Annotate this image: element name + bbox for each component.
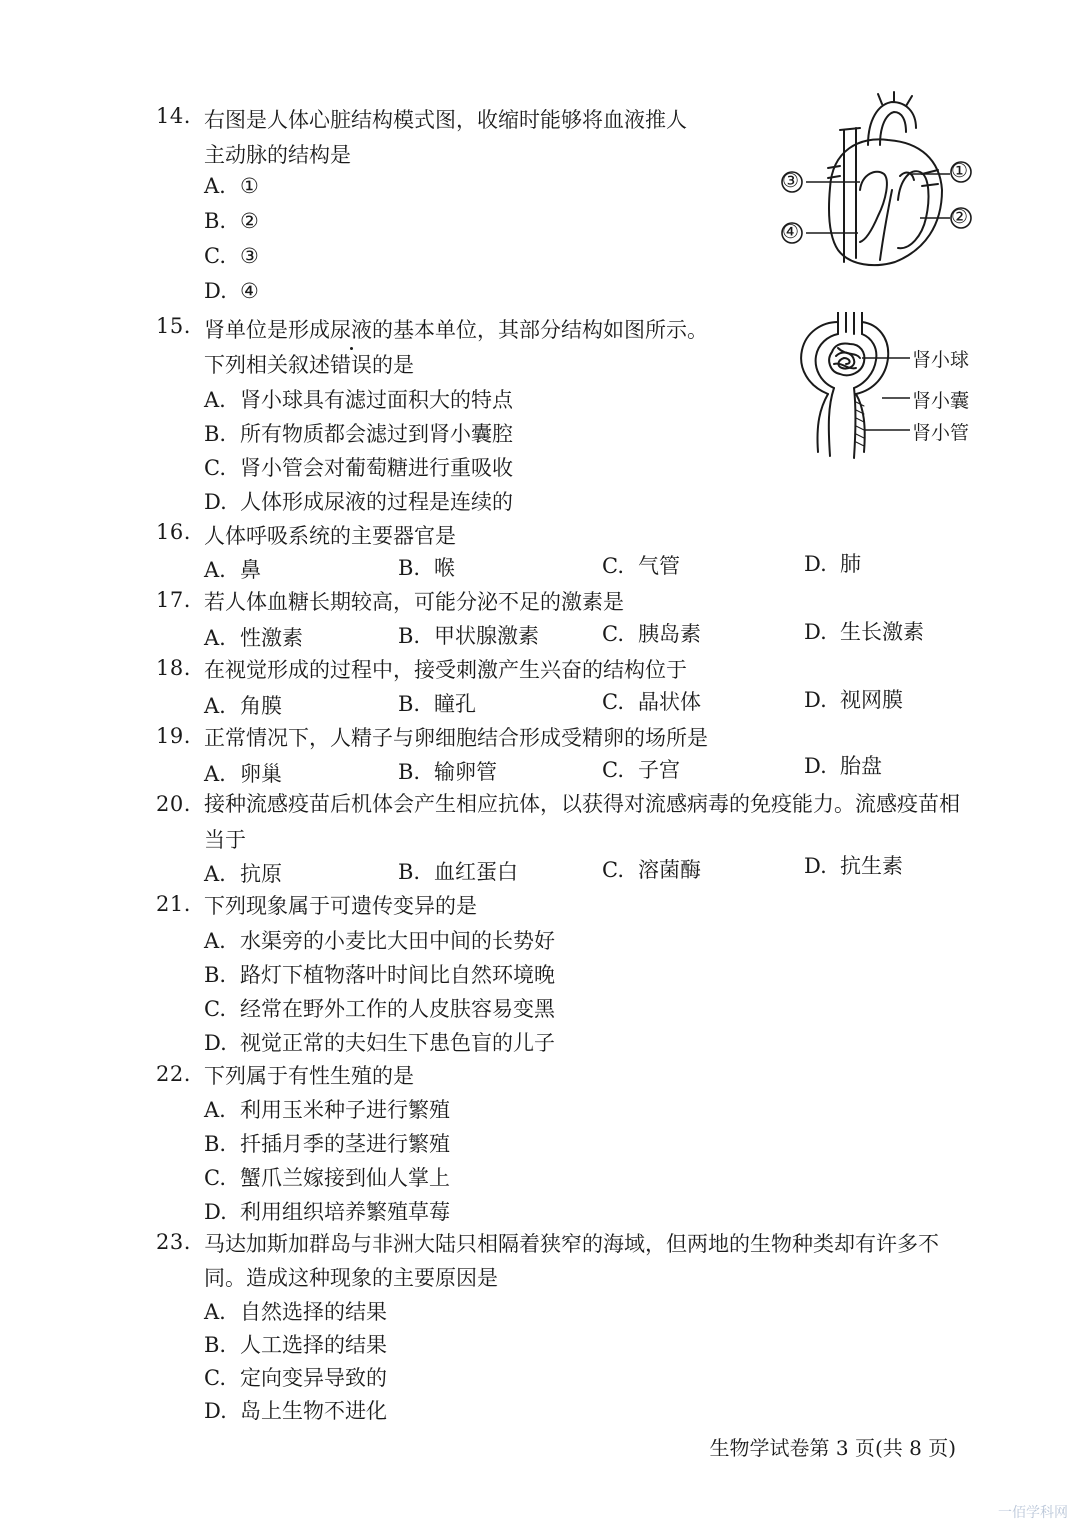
question-21-option-a bbox=[204, 925, 555, 955]
option-text: 胰岛素 bbox=[638, 622, 701, 646]
option-key: A. bbox=[204, 1300, 226, 1324]
question-23-option-d bbox=[204, 1395, 387, 1425]
option-text: 血红蛋白 bbox=[434, 860, 518, 884]
question-23-option-b bbox=[204, 1329, 387, 1359]
option-text: 经常在野外工作的人皮肤容易变黑 bbox=[240, 997, 555, 1021]
question-15-stem-line1: 肾单位是形成尿液的基本单位，其部分结构如图所示。 bbox=[204, 318, 708, 342]
option-text: ④ bbox=[240, 279, 259, 303]
question-17-option-c bbox=[602, 618, 701, 648]
page-footer: 生物学试卷第 3 页(共 8 页) bbox=[709, 1436, 956, 1460]
option-text: 自然选择的结果 bbox=[240, 1300, 387, 1324]
option-key: C. bbox=[602, 554, 624, 578]
option-text: 肾小管会对葡萄糖进行重吸收 bbox=[240, 456, 513, 480]
option-text: ① bbox=[240, 174, 259, 198]
question-17-option-d bbox=[804, 616, 924, 646]
option-key: B. bbox=[398, 556, 421, 580]
question-14-option-a bbox=[204, 174, 259, 198]
option-text: 肾小球具有滤过面积大的特点 bbox=[240, 388, 513, 412]
option-key: A. bbox=[204, 558, 226, 582]
option-text: 视网膜 bbox=[840, 688, 903, 712]
question-22-option-b bbox=[204, 1128, 450, 1158]
nephron-label-glomerulus: 肾小球 bbox=[912, 349, 970, 371]
option-key: B. bbox=[398, 692, 421, 716]
option-key: B. bbox=[204, 422, 227, 446]
option-key: C. bbox=[204, 997, 226, 1021]
question-15-number: 15. bbox=[156, 314, 191, 338]
option-text: 胎盘 bbox=[840, 754, 882, 778]
question-14-stem-line1: 右图是人体心脏结构模式图，收缩时能够将血液推人 bbox=[204, 108, 687, 132]
option-key: C. bbox=[602, 622, 624, 646]
option-text: 利用玉米种子进行繁殖 bbox=[240, 1098, 450, 1122]
option-key: B. bbox=[204, 209, 227, 233]
option-text: ③ bbox=[240, 244, 259, 268]
question-18-option-c bbox=[602, 686, 701, 716]
option-key: C. bbox=[204, 1166, 226, 1190]
option-key: D. bbox=[204, 1399, 227, 1423]
option-text: 生长激素 bbox=[840, 620, 924, 644]
question-21-option-d bbox=[204, 1027, 555, 1057]
question-17-stem: 若人体血糖长期较高，可能分泌不足的激素是 bbox=[204, 590, 624, 614]
question-19-option-b bbox=[398, 756, 497, 786]
option-text: 鼻 bbox=[240, 558, 261, 582]
renal-tubule bbox=[817, 388, 834, 456]
option-key: D. bbox=[804, 688, 827, 712]
question-15-option-d bbox=[204, 486, 513, 516]
option-key: D. bbox=[204, 1200, 227, 1224]
question-18-option-a bbox=[204, 690, 282, 720]
question-15-option-c bbox=[204, 452, 513, 482]
option-text: 定向变异导致的 bbox=[240, 1366, 387, 1390]
septum bbox=[880, 190, 892, 260]
option-key: B. bbox=[398, 860, 421, 884]
question-22-option-a bbox=[204, 1094, 450, 1124]
watermark: 一佰学科网 bbox=[998, 1505, 1068, 1521]
option-key: A. bbox=[204, 762, 226, 786]
option-text: 人工选择的结果 bbox=[240, 1333, 387, 1357]
option-key: A. bbox=[204, 626, 226, 650]
option-key: A. bbox=[204, 174, 226, 198]
question-18-option-d bbox=[804, 684, 903, 714]
question-20-option-a bbox=[204, 858, 282, 888]
option-text: 晶状体 bbox=[638, 690, 701, 714]
option-key: C. bbox=[602, 690, 624, 714]
option-text: 利用组织培养繁殖草莓 bbox=[240, 1200, 450, 1224]
option-text: 输卵管 bbox=[434, 760, 497, 784]
question-20-stem-line1: 接种流感疫苗后机体会产生相应抗体，以获得对流感病毒的免疫能力。流感疫苗相 bbox=[204, 792, 960, 816]
option-text: 水渠旁的小麦比大田中间的长势好 bbox=[240, 929, 555, 953]
option-key: A. bbox=[204, 862, 226, 886]
option-key: A. bbox=[204, 1098, 226, 1122]
option-key: B. bbox=[398, 624, 421, 648]
question-19-number: 19. bbox=[156, 724, 191, 748]
right-chamber-wall bbox=[860, 172, 887, 242]
question-14-stem-line2: 主动脉的结构是 bbox=[204, 143, 351, 167]
question-18-option-b bbox=[398, 688, 476, 718]
question-14-option-c bbox=[204, 244, 259, 268]
question-18-number: 18. bbox=[156, 656, 191, 680]
question-16-stem: 人体呼吸系统的主要器官是 bbox=[204, 524, 456, 548]
question-19-stem: 正常情况下，人精子与卵细胞结合形成受精卵的场所是 bbox=[204, 726, 708, 750]
question-21-number: 21. bbox=[156, 892, 191, 916]
emphasis-mark: 错误 bbox=[330, 353, 372, 377]
option-text: 肺 bbox=[840, 552, 861, 576]
question-23-stem-line2: 同。造成这种现象的主要原因是 bbox=[204, 1266, 498, 1290]
option-text: 甲状腺激素 bbox=[434, 624, 539, 648]
option-text: 喉 bbox=[434, 556, 455, 580]
option-key: B. bbox=[204, 1333, 227, 1357]
option-key: C. bbox=[602, 858, 624, 882]
option-key: C. bbox=[204, 1366, 226, 1390]
option-text: 人体形成尿液的过程是连续的 bbox=[240, 490, 513, 514]
option-text: 子宫 bbox=[638, 758, 680, 782]
nephron-diagram bbox=[790, 312, 910, 460]
heart-label-2: ② bbox=[951, 206, 969, 228]
heart-label-1: ① bbox=[951, 160, 969, 182]
option-key: D. bbox=[804, 854, 827, 878]
question-21-option-b bbox=[204, 959, 555, 989]
option-text: 路灯下植物落叶时间比自然环境晚 bbox=[240, 963, 555, 987]
option-key: C. bbox=[204, 456, 226, 480]
efferent-arteriole bbox=[854, 312, 862, 334]
question-22-option-d bbox=[204, 1196, 450, 1226]
option-text: 抗生素 bbox=[840, 854, 903, 878]
question-20-option-b bbox=[398, 856, 518, 886]
question-23-option-c bbox=[204, 1362, 387, 1392]
option-key: B. bbox=[204, 963, 227, 987]
option-text: 卵巢 bbox=[240, 762, 282, 786]
option-key: A. bbox=[204, 388, 226, 412]
question-22-option-c bbox=[204, 1162, 450, 1192]
question-16-option-b bbox=[398, 552, 455, 582]
option-text: 角膜 bbox=[240, 694, 282, 718]
option-text: 扦插月季的茎进行繁殖 bbox=[240, 1132, 450, 1156]
afferent-arteriole bbox=[838, 312, 846, 334]
question-17-option-a bbox=[204, 622, 303, 652]
option-key: D. bbox=[804, 552, 827, 576]
option-key: D. bbox=[204, 279, 227, 303]
option-text: ② bbox=[240, 209, 259, 233]
nephron-label-capsule: 肾小囊 bbox=[912, 390, 970, 412]
option-key: A. bbox=[204, 929, 226, 953]
option-text: 岛上生物不进化 bbox=[240, 1399, 387, 1423]
glomerulus bbox=[829, 343, 864, 375]
option-text: 溶菌酶 bbox=[638, 858, 701, 882]
question-22-stem: 下列属于有性生殖的是 bbox=[204, 1064, 414, 1088]
left-ventricle-wall bbox=[898, 171, 928, 248]
question-19-option-d bbox=[804, 750, 882, 780]
option-text: 瞳孔 bbox=[434, 692, 476, 716]
question-20-number: 20. bbox=[156, 792, 191, 816]
option-text: 所有物质都会滤过到肾小囊腔 bbox=[240, 422, 513, 446]
question-16-number: 16. bbox=[156, 520, 191, 544]
question-15-stem-line2: 下列相关叙述错误的是 bbox=[204, 353, 414, 377]
option-key: D. bbox=[804, 620, 827, 644]
question-20-stem-line2: 当于 bbox=[204, 828, 246, 852]
question-23-stem-line1: 马达加斯加群岛与非洲大陆只相隔着狭窄的海域，但两地的生物种类却有许多不 bbox=[204, 1232, 939, 1256]
option-key: B. bbox=[204, 1132, 227, 1156]
question-15-option-b bbox=[204, 418, 513, 448]
question-15-option-a bbox=[204, 384, 513, 414]
option-text: 蟹爪兰嫁接到仙人掌上 bbox=[240, 1166, 450, 1190]
option-key: D. bbox=[204, 1031, 227, 1055]
question-19-option-a bbox=[204, 758, 282, 788]
option-key: D. bbox=[204, 490, 227, 514]
heart-diagram bbox=[780, 90, 980, 280]
question-21-stem: 下列现象属于可遗传变异的是 bbox=[204, 894, 477, 918]
option-text: 性激素 bbox=[240, 626, 303, 650]
question-14-option-b bbox=[204, 209, 259, 233]
heart-outline bbox=[829, 139, 942, 265]
question-23-number: 23. bbox=[156, 1230, 191, 1254]
nephron-label-tubule: 肾小管 bbox=[912, 422, 970, 444]
question-14-option-d bbox=[204, 279, 259, 303]
question-17-option-b bbox=[398, 620, 539, 650]
question-16-option-c bbox=[602, 550, 680, 580]
question-22-number: 22. bbox=[156, 1062, 191, 1086]
question-21-option-c bbox=[204, 993, 555, 1023]
option-key: C. bbox=[204, 244, 226, 268]
option-text: 抗原 bbox=[240, 862, 282, 886]
question-18-stem: 在视觉形成的过程中，接受刺激产生兴奋的结构位于 bbox=[204, 658, 687, 682]
question-16-option-d bbox=[804, 548, 861, 578]
question-19-option-c bbox=[602, 754, 680, 784]
option-text: 视觉正常的夫妇生下患色盲的儿子 bbox=[240, 1031, 555, 1055]
heart-label-4: ④ bbox=[782, 221, 800, 243]
option-key: C. bbox=[602, 758, 624, 782]
option-key: A. bbox=[204, 694, 226, 718]
question-23-option-a bbox=[204, 1296, 387, 1326]
option-text: 气管 bbox=[638, 554, 680, 578]
question-20-option-c bbox=[602, 854, 701, 884]
question-17-number: 17. bbox=[156, 588, 191, 612]
question-14-number: 14. bbox=[156, 104, 191, 128]
heart-label-3: ③ bbox=[782, 170, 800, 192]
question-20-option-d bbox=[804, 850, 903, 880]
option-key: D. bbox=[804, 754, 827, 778]
option-key: B. bbox=[398, 760, 421, 784]
question-16-option-a bbox=[204, 554, 261, 584]
